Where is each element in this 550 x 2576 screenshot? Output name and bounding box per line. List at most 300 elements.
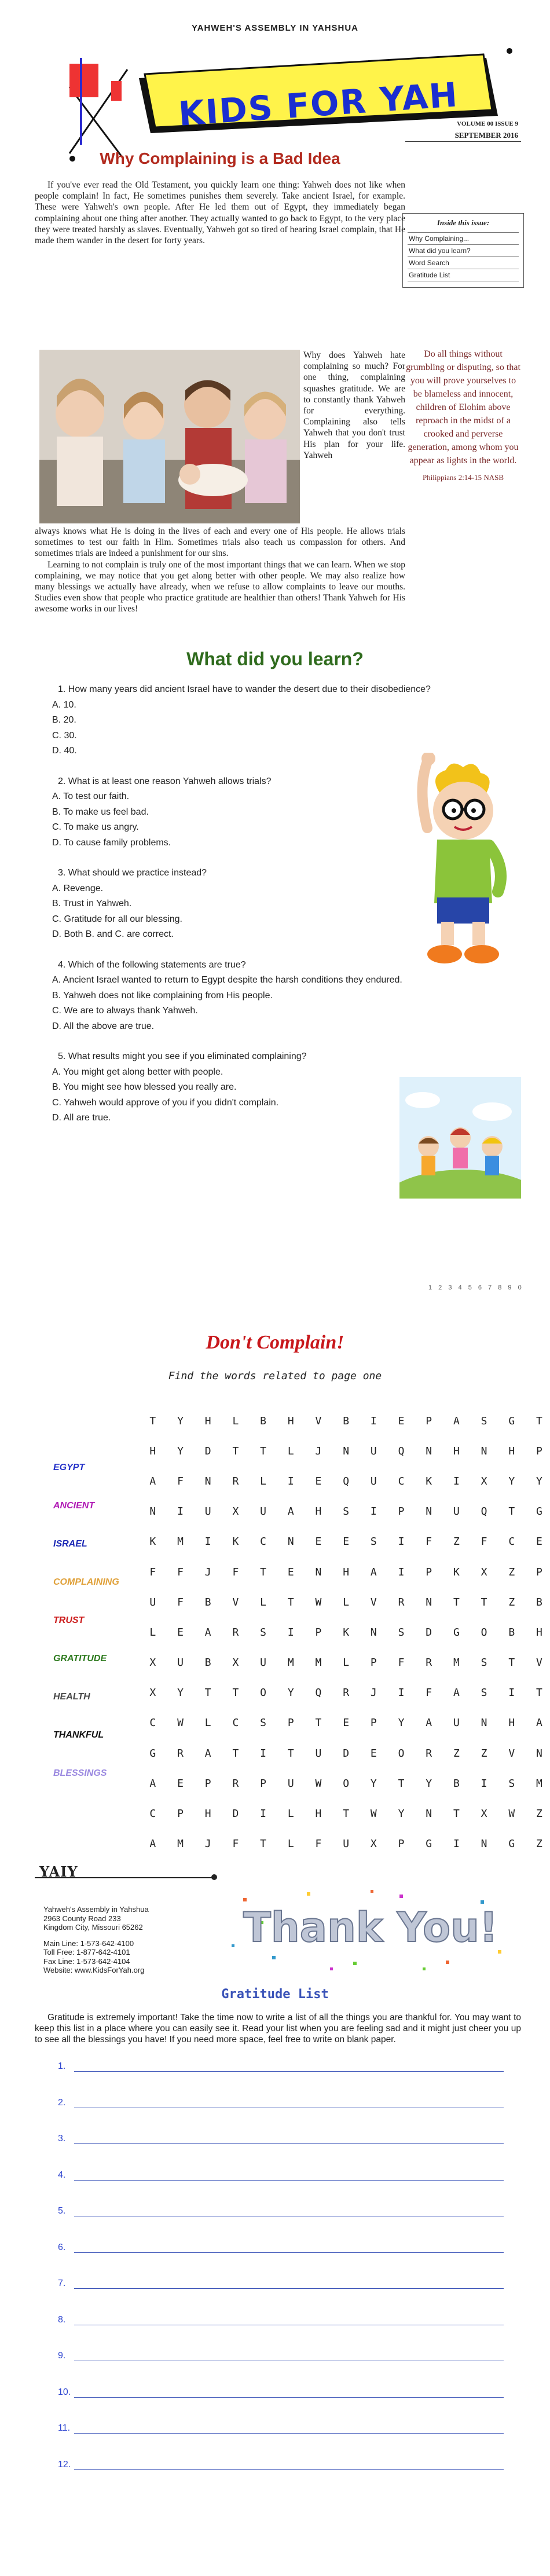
wordsearch-word: THANKFUL bbox=[53, 1730, 104, 1740]
grid-letter: M bbox=[453, 1657, 460, 1669]
question-text: 5. What results might you see if you eliminated complaining? bbox=[58, 1051, 307, 1061]
grid-letter: U bbox=[204, 1505, 211, 1518]
grid-letter: L bbox=[287, 1808, 294, 1820]
grid-letter: N bbox=[149, 1505, 156, 1518]
grid-letter: G bbox=[536, 1505, 542, 1518]
grid-letter: Z bbox=[508, 1566, 515, 1578]
grid-letter: F bbox=[177, 1475, 184, 1487]
inside-heading: Inside this issue: bbox=[437, 218, 490, 227]
grid-letter: C bbox=[398, 1475, 405, 1487]
grid-letter: R bbox=[232, 1475, 239, 1487]
grid-letter: H bbox=[204, 1415, 211, 1427]
grid-letter: I bbox=[287, 1475, 294, 1487]
grid-letter: X bbox=[370, 1838, 377, 1851]
grid-letter: H bbox=[287, 1415, 294, 1427]
answer-option: C. We are to always thank Yahweh. bbox=[52, 1006, 198, 1016]
grid-letter: I bbox=[370, 1415, 377, 1427]
grid-letter: T bbox=[343, 1808, 350, 1820]
grid-letter: K bbox=[343, 1626, 350, 1639]
grid-letter: F bbox=[232, 1838, 239, 1851]
wordsearch-word: BLESSINGS bbox=[53, 1768, 107, 1778]
article-body-continued bbox=[35, 526, 405, 615]
grid-letter: U bbox=[260, 1657, 267, 1669]
grid-letter: M bbox=[287, 1657, 294, 1669]
masthead-title: KIDS FOR YAH bbox=[177, 75, 460, 134]
grid-letter: O bbox=[343, 1777, 350, 1790]
write-line[interactable] bbox=[74, 2099, 504, 2108]
quote-reference: Philippians 2:14-15 NASB bbox=[422, 473, 504, 482]
grid-letter: F bbox=[177, 1596, 184, 1608]
gratitude-line[interactable] bbox=[58, 2453, 504, 2470]
quiz-question bbox=[52, 682, 533, 759]
grid-letter: I bbox=[287, 1626, 294, 1639]
grid-letter: Z bbox=[453, 1747, 460, 1760]
grid-letter: S bbox=[343, 1505, 350, 1518]
grid-letter: T bbox=[453, 1596, 460, 1608]
grid-letter: G bbox=[508, 1838, 515, 1851]
grid-letter: L bbox=[287, 1838, 294, 1851]
line-number: 5. bbox=[58, 2206, 66, 2216]
answer-option: A. 10. bbox=[52, 699, 76, 710]
grid-row bbox=[139, 1708, 550, 1738]
grid-letter: Z bbox=[481, 1747, 487, 1760]
grid-letter: T bbox=[287, 1596, 294, 1608]
answer-option: A. You might get along better with people. bbox=[52, 1067, 223, 1077]
article-paragraph-2: Learning to not complain is truly one of the most important things that we can learn. When we stop complaining, we may notice that you get along better with other people. We may also realize how many blessings we actually have already, when we refuse to allow complaints to leave our mouths. Studies even show that people who practice gratitude are healthier than others! Thank Yahweh for His awesome works in our lives! bbox=[35, 559, 405, 614]
grid-letter: P bbox=[536, 1445, 542, 1457]
address-line: Yahweh's Assembly in Yahshua bbox=[43, 1905, 149, 1914]
grid-row bbox=[139, 1768, 550, 1798]
grid-row bbox=[139, 1617, 550, 1647]
grid-letter: P bbox=[177, 1808, 184, 1820]
grid-letter: F bbox=[149, 1566, 156, 1578]
grid-letter: N bbox=[370, 1626, 377, 1639]
grid-letter: F bbox=[398, 1657, 405, 1669]
grid-letter: X bbox=[149, 1657, 156, 1669]
grid-letter: P bbox=[536, 1566, 542, 1578]
answer-option: D. All are true. bbox=[52, 1113, 111, 1123]
write-line[interactable] bbox=[74, 2135, 504, 2144]
grid-letter: B bbox=[343, 1415, 350, 1427]
grid-letter: B bbox=[453, 1777, 460, 1790]
grid-letter: I bbox=[370, 1505, 377, 1518]
line-number: 1. bbox=[58, 2061, 66, 2071]
publisher-name: YAHWEH'S ASSEMBLY IN YAHSHUA bbox=[191, 23, 359, 33]
article-paragraph: If you've ever read the Old Testament, you quickly learn one thing: Yahweh does not like when people complain! In fact, He sometimes punishes them severely. Take ancient Israel, for example. These were Yahweh's own people. After He led them out of Egypt, they immediately began complaining about one thing after another. They actually wanted to go back to Egypt, to the very place they were treated harshly as slaves. Eventually, Yahweh got so tired of hearing Israel complain, that He made them wander in the desert for forty years. bbox=[35, 180, 405, 246]
grid-letter: Z bbox=[453, 1536, 460, 1548]
wordsearch-word: ISRAEL bbox=[53, 1539, 87, 1549]
grid-letter: N bbox=[343, 1445, 350, 1457]
question-text: 2. What is at least one reason Yahweh allows trials? bbox=[58, 776, 272, 786]
grid-letter: P bbox=[287, 1717, 294, 1729]
thank-you-text: Thank You! bbox=[243, 1904, 498, 1951]
grid-row bbox=[139, 1648, 550, 1678]
grid-letter: V bbox=[536, 1657, 542, 1669]
grid-letter: U bbox=[260, 1505, 267, 1518]
grid-letter: A bbox=[426, 1717, 432, 1729]
article-title: Why Complaining is a Bad Idea bbox=[100, 149, 340, 167]
answer-option: D. To cause family problems. bbox=[52, 837, 171, 848]
grid-letter: I bbox=[260, 1747, 267, 1760]
answer-option: A. To test our faith. bbox=[52, 792, 130, 801]
answer-option: C. To make us angry. bbox=[52, 822, 139, 832]
grid-letter: R bbox=[232, 1777, 239, 1790]
grid-letter: E bbox=[177, 1626, 184, 1639]
grid-row bbox=[139, 1557, 550, 1587]
grid-letter: I bbox=[453, 1838, 460, 1851]
grid-letter: F bbox=[481, 1536, 487, 1548]
grid-letter: I bbox=[204, 1536, 211, 1548]
grid-letter: W bbox=[315, 1596, 322, 1608]
grid-letter: C bbox=[260, 1536, 267, 1548]
grid-letter: K bbox=[232, 1536, 239, 1548]
footer-dot bbox=[211, 1874, 217, 1880]
answer-option: C. 30. bbox=[52, 730, 77, 741]
line-number: 11. bbox=[58, 2423, 71, 2433]
question-text: 1. How many years did ancient Israel have to wander the desert due to their disobedience? bbox=[58, 684, 431, 694]
grid-letter: T bbox=[453, 1808, 460, 1820]
write-line[interactable] bbox=[74, 2461, 504, 2470]
grid-letter: R bbox=[426, 1747, 432, 1760]
grid-letter: W bbox=[370, 1808, 377, 1820]
write-line[interactable] bbox=[74, 2424, 504, 2434]
grid-letter: P bbox=[398, 1838, 405, 1851]
grid-letter: N bbox=[536, 1747, 542, 1760]
gratitude-line[interactable] bbox=[58, 2380, 504, 2398]
gratitude-line[interactable] bbox=[58, 2416, 504, 2434]
grid-letter: D bbox=[343, 1747, 350, 1760]
inside-item: Word Search bbox=[408, 256, 519, 269]
write-line[interactable] bbox=[74, 2062, 504, 2072]
wordsearch-word: GRATITUDE bbox=[53, 1654, 107, 1663]
line-number: 6. bbox=[58, 2242, 66, 2252]
grid-letter: K bbox=[149, 1536, 156, 1548]
grid-letter: I bbox=[177, 1505, 184, 1518]
grid-letter: S bbox=[398, 1626, 405, 1639]
grid-letter: F bbox=[232, 1566, 239, 1578]
answer-option: D. Both B. and C. are correct. bbox=[52, 929, 174, 939]
grid-letter: N bbox=[481, 1838, 487, 1851]
grid-letter: Y bbox=[398, 1717, 405, 1729]
wordsearch-word: HEALTH bbox=[53, 1692, 90, 1702]
grid-letter: S bbox=[481, 1657, 487, 1669]
wordsearch-grid bbox=[139, 1406, 550, 1859]
grid-letter: H bbox=[508, 1445, 515, 1457]
grid-letter: P bbox=[370, 1657, 377, 1669]
grid-letter: Z bbox=[536, 1808, 542, 1820]
grid-letter: R bbox=[398, 1596, 405, 1608]
grid-letter: K bbox=[453, 1566, 460, 1578]
grid-letter: C bbox=[149, 1808, 156, 1820]
write-line[interactable] bbox=[74, 2316, 504, 2325]
grid-letter: H bbox=[453, 1445, 460, 1457]
write-line[interactable] bbox=[74, 2171, 504, 2181]
answer-option: C. Yahweh would approve of you if you didn't complain. bbox=[52, 1097, 279, 1108]
grid-letter: C bbox=[232, 1717, 239, 1729]
grid-letter: E bbox=[536, 1536, 542, 1548]
grid-letter: P bbox=[260, 1777, 267, 1790]
grid-letter: E bbox=[315, 1475, 322, 1487]
wordsearch-word: TRUST bbox=[53, 1615, 85, 1625]
contact-block bbox=[43, 1905, 217, 1975]
grid-letter: N bbox=[315, 1566, 322, 1578]
answer-option: A. Revenge. bbox=[52, 883, 104, 893]
grid-letter: E bbox=[177, 1777, 184, 1790]
grid-letter: A bbox=[287, 1505, 294, 1518]
grid-letter: T bbox=[260, 1445, 267, 1457]
grid-letter: A bbox=[149, 1777, 156, 1790]
grid-letter: G bbox=[508, 1415, 515, 1427]
grid-letter: I bbox=[398, 1536, 405, 1548]
grid-letter: Q bbox=[315, 1687, 322, 1699]
write-line[interactable] bbox=[74, 2352, 504, 2361]
grid-letter: V bbox=[370, 1596, 377, 1608]
gratitude-line[interactable] bbox=[58, 2054, 504, 2072]
grid-letter: H bbox=[536, 1626, 542, 1639]
grid-letter: X bbox=[481, 1475, 487, 1487]
grid-letter: A bbox=[149, 1838, 156, 1851]
answer-option: B. To make us feel bad. bbox=[52, 807, 149, 817]
grid-letter: X bbox=[149, 1687, 156, 1699]
grid-letter: E bbox=[343, 1536, 350, 1548]
grid-letter: U bbox=[287, 1777, 294, 1790]
gratitude-title: Gratitude List bbox=[221, 1987, 329, 2002]
grid-letter: W bbox=[315, 1777, 322, 1790]
write-line[interactable] bbox=[74, 2280, 504, 2289]
grid-letter: A bbox=[453, 1415, 460, 1427]
gratitude-line[interactable] bbox=[58, 2236, 504, 2253]
grid-letter: Q bbox=[343, 1475, 350, 1487]
grid-letter: S bbox=[481, 1415, 487, 1427]
grid-letter: L bbox=[204, 1717, 211, 1729]
grid-letter: M bbox=[315, 1657, 322, 1669]
wordsearch-word: COMPLAINING bbox=[53, 1577, 119, 1587]
line-number: 7. bbox=[58, 2278, 66, 2288]
grid-letter: A bbox=[204, 1626, 211, 1639]
grid-letter: Z bbox=[508, 1596, 515, 1608]
grid-row bbox=[139, 1798, 550, 1829]
volume-issue: VOLUME 00 ISSUE 9 bbox=[457, 120, 518, 127]
grid-letter: F bbox=[177, 1566, 184, 1578]
grid-letter: Y bbox=[536, 1475, 542, 1487]
grid-letter: S bbox=[481, 1687, 487, 1699]
grid-row bbox=[139, 1497, 550, 1527]
inside-this-issue-box bbox=[402, 213, 524, 288]
grid-letter: I bbox=[398, 1687, 405, 1699]
grid-letter: H bbox=[315, 1505, 322, 1518]
grid-letter: U bbox=[315, 1747, 322, 1760]
answer-option: B. Yahweh does not like complaining from His people. bbox=[52, 990, 273, 1001]
line-number: 4. bbox=[58, 2170, 66, 2180]
grid-letter: K bbox=[426, 1475, 432, 1487]
grid-letter: T bbox=[508, 1505, 515, 1518]
grid-letter: T bbox=[232, 1687, 239, 1699]
grid-letter: J bbox=[370, 1687, 377, 1699]
grid-letter: U bbox=[149, 1596, 156, 1608]
grid-letter: Y bbox=[370, 1777, 377, 1790]
grid-letter: U bbox=[370, 1445, 377, 1457]
inside-item: Gratitude List bbox=[408, 269, 519, 281]
answer-option: A. Ancient Israel wanted to return to Egypt despite the harsh conditions they endured. bbox=[52, 975, 402, 985]
happy-kids-illustration bbox=[399, 1077, 521, 1199]
grid-letter: S bbox=[260, 1717, 267, 1729]
grid-letter: U bbox=[177, 1657, 184, 1669]
grid-letter: D bbox=[232, 1808, 239, 1820]
grid-letter: T bbox=[232, 1445, 239, 1457]
grid-letter: E bbox=[398, 1415, 405, 1427]
gratitude-line[interactable] bbox=[58, 2091, 504, 2108]
grid-letter: Y bbox=[426, 1777, 432, 1790]
grid-letter: Z bbox=[536, 1838, 542, 1851]
grid-letter: L bbox=[260, 1596, 267, 1608]
grid-letter: T bbox=[232, 1747, 239, 1760]
question-text: 3. What should we practice instead? bbox=[58, 868, 207, 878]
grid-letter: G bbox=[453, 1626, 460, 1639]
gratitude-instructions bbox=[35, 2012, 521, 2045]
line-number: 12. bbox=[58, 2459, 71, 2469]
grid-letter: Y bbox=[398, 1808, 405, 1820]
grid-letter: S bbox=[370, 1536, 377, 1548]
grid-letter: T bbox=[260, 1838, 267, 1851]
grid-letter: A bbox=[536, 1717, 542, 1729]
grid-letter: T bbox=[481, 1596, 487, 1608]
address-line: Kingdom City, Missouri 65262 bbox=[43, 1923, 143, 1932]
grid-row bbox=[139, 1678, 550, 1708]
line-number: 8. bbox=[58, 2314, 66, 2325]
grid-letter: N bbox=[287, 1536, 294, 1548]
grid-letter: N bbox=[426, 1445, 432, 1457]
grid-letter: L bbox=[287, 1445, 294, 1457]
grid-letter: I bbox=[508, 1687, 515, 1699]
grid-letter: N bbox=[204, 1475, 211, 1487]
grid-letter: T bbox=[536, 1687, 542, 1699]
grid-letter: U bbox=[343, 1838, 350, 1851]
line-number: 2. bbox=[58, 2097, 66, 2108]
grid-letter: M bbox=[536, 1777, 542, 1790]
grid-letter: E bbox=[370, 1747, 377, 1760]
gratitude-line[interactable] bbox=[58, 2308, 504, 2325]
assembly-logo: YAIY bbox=[39, 1863, 78, 1880]
answer-option: B. You might see how blessed you really are. bbox=[52, 1082, 237, 1092]
contact-line: Website: www.KidsForYah.org bbox=[43, 1966, 145, 1974]
grid-letter: N bbox=[426, 1505, 432, 1518]
grid-letter: P bbox=[426, 1415, 432, 1427]
thank-you-graphic bbox=[226, 1886, 515, 1973]
grid-letter: T bbox=[204, 1687, 211, 1699]
article-body bbox=[35, 179, 405, 246]
line-number: 10. bbox=[58, 2387, 71, 2397]
grid-letter: D bbox=[204, 1445, 211, 1457]
grid-row bbox=[139, 1527, 550, 1557]
grid-letter: P bbox=[204, 1777, 211, 1790]
cartoon-boy-illustration bbox=[405, 753, 515, 973]
grid-letter: X bbox=[232, 1657, 239, 1669]
quote-text: Do all things without grumbling or disputing, so that you will prove yourselves to be blameless and innocent, children of Elohim above reproach in the midst of a crooked and perverse generation, among whom you appear as lights in the world. bbox=[406, 349, 520, 466]
grid-letter: R bbox=[177, 1747, 184, 1760]
inside-item: What did you learn? bbox=[408, 244, 519, 256]
scripture-quote bbox=[405, 347, 521, 484]
grid-row bbox=[139, 1829, 550, 1859]
grid-letter: U bbox=[453, 1505, 460, 1518]
wordsearch-title: Don't Complain! bbox=[206, 1332, 344, 1353]
grid-letter: F bbox=[315, 1838, 322, 1851]
write-line[interactable] bbox=[74, 2388, 504, 2398]
answer-option: C. Gratitude for all our blessing. bbox=[52, 914, 182, 924]
grid-letter: L bbox=[232, 1415, 239, 1427]
grid-letter: H bbox=[204, 1808, 211, 1820]
gratitude-paragraph: Gratitude is extremely important! Take the time now to write a list of all the things you are thankful for. You may want to keep this list in a place where you can easily see it. Read your list when you are feeling sad and it might just cheer you up to see all the blessings you have! If you need more space, feel free to write on blank paper. bbox=[35, 2013, 521, 2044]
article-side-text: Why does Yahweh hate complaining so much? For one thing, complaining squashes gratitude. We are to constantly thank Yahweh for everything. Complaining also tells Yahweh that you don't trust His plan for your life. Yahweh bbox=[303, 350, 405, 460]
gratitude-line[interactable] bbox=[58, 2199, 504, 2216]
grid-letter: P bbox=[370, 1717, 377, 1729]
gratitude-line[interactable] bbox=[58, 2163, 504, 2181]
grid-letter: G bbox=[426, 1838, 432, 1851]
gratitude-line[interactable] bbox=[58, 2271, 504, 2289]
line-number: 3. bbox=[58, 2134, 66, 2143]
grid-letter: L bbox=[260, 1475, 267, 1487]
grid-letter: T bbox=[149, 1415, 156, 1427]
inside-item: Why Complaining... bbox=[408, 232, 519, 244]
grid-letter: V bbox=[508, 1747, 515, 1760]
grid-letter: I bbox=[260, 1808, 267, 1820]
grid-letter: W bbox=[177, 1717, 184, 1729]
grid-letter: Y bbox=[177, 1445, 184, 1457]
grid-letter: V bbox=[315, 1415, 322, 1427]
grid-letter: P bbox=[398, 1505, 405, 1518]
grid-letter: O bbox=[260, 1687, 267, 1699]
contact-line: Toll Free: 1-877-642-4101 bbox=[43, 1948, 130, 1956]
question-text: 4. Which of the following statements are true? bbox=[58, 959, 246, 970]
grid-letter: M bbox=[177, 1536, 184, 1548]
grid-letter: L bbox=[343, 1596, 350, 1608]
grid-letter: V bbox=[232, 1596, 239, 1608]
grid-row bbox=[139, 1436, 550, 1466]
grid-letter: B bbox=[508, 1626, 515, 1639]
grid-letter: J bbox=[204, 1566, 211, 1578]
grid-letter: N bbox=[426, 1808, 432, 1820]
grid-letter: C bbox=[149, 1717, 156, 1729]
write-line[interactable] bbox=[74, 2207, 504, 2216]
grid-letter: J bbox=[204, 1838, 211, 1851]
grid-letter: E bbox=[287, 1566, 294, 1578]
grid-letter: H bbox=[315, 1808, 322, 1820]
article-paragraph-continued: always knows what He is doing in the lives of each and every one of His people. He allows trials sometimes to test our faith in Him. Sometimes trials also teach us compassion for others. And sometimes trials are indeed a punishment for our sins. bbox=[35, 526, 405, 559]
footer-rule bbox=[35, 1877, 214, 1878]
grid-letter: P bbox=[426, 1566, 432, 1578]
page-marker: 1 2 3 4 5 6 7 8 9 0 bbox=[428, 1284, 524, 1291]
grid-letter: A bbox=[204, 1747, 211, 1760]
quiz-title: What did you learn? bbox=[186, 648, 364, 669]
grid-letter: H bbox=[149, 1445, 156, 1457]
contact-line: Main Line: 1-573-642-4100 bbox=[43, 1939, 134, 1948]
write-line[interactable] bbox=[74, 2244, 504, 2253]
grid-letter: U bbox=[370, 1475, 377, 1487]
grid-letter: J bbox=[315, 1445, 322, 1457]
grid-letter: T bbox=[536, 1415, 542, 1427]
grid-letter: H bbox=[508, 1717, 515, 1729]
grid-letter: C bbox=[508, 1536, 515, 1548]
gratitude-line[interactable] bbox=[58, 2344, 504, 2361]
grid-letter: P bbox=[315, 1626, 322, 1639]
grid-letter: B bbox=[204, 1596, 211, 1608]
gratitude-line[interactable] bbox=[58, 2127, 504, 2144]
address-line: 2963 County Road 233 bbox=[43, 1914, 121, 1923]
grid-letter: Y bbox=[177, 1687, 184, 1699]
grid-letter: R bbox=[232, 1626, 239, 1639]
grid-letter: T bbox=[315, 1717, 322, 1729]
grid-letter: D bbox=[426, 1626, 432, 1639]
grid-letter: E bbox=[315, 1536, 322, 1548]
